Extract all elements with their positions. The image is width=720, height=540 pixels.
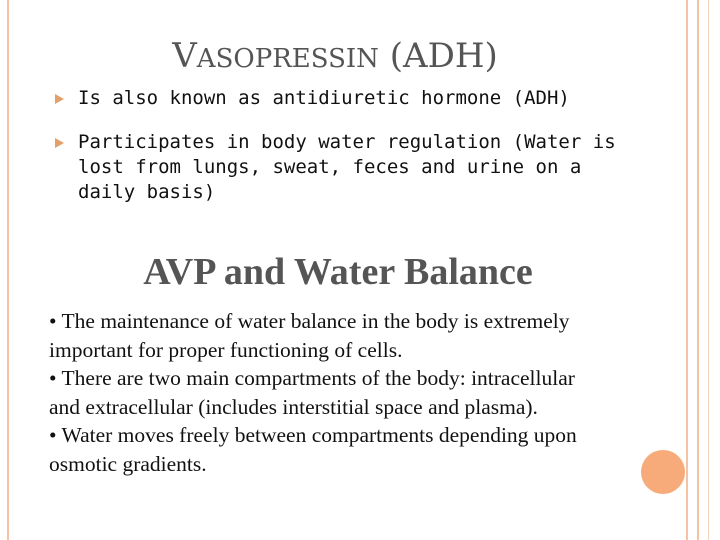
title-initial: V xyxy=(172,36,197,76)
paragraph: • Water moves freely between compartments depending upon osmotic gradients. xyxy=(49,423,577,476)
title-rest: ASOPRESSIN xyxy=(196,44,379,74)
paragraph: • There are two main compartments of the body: intracellular and extracellular (includes interstitial space and plasma). xyxy=(49,366,575,419)
title-suffix: (ADH) xyxy=(378,36,498,76)
list-item xyxy=(55,130,645,205)
bullet-list xyxy=(55,86,645,224)
decorative-circle xyxy=(641,450,685,494)
paragraph: • The maintenance of water balance in the body is extremely important for proper functioning of cells. xyxy=(49,309,570,362)
section-heading: AVP and Water Balance xyxy=(143,251,533,293)
frame-line-right xyxy=(708,0,709,540)
list-item xyxy=(55,86,645,111)
body-text xyxy=(49,307,609,478)
triangle-bullet-icon xyxy=(55,138,64,148)
bullet-text: Is also known as antidiuretic hormone (ADH) xyxy=(78,87,570,109)
frame-line-right xyxy=(697,0,699,540)
triangle-bullet-icon xyxy=(55,94,64,104)
frame-line-right xyxy=(686,0,688,540)
slide-title xyxy=(0,36,670,76)
bullet-text: Participates in body water regulation (Water is lost from lungs, sweat, feces and urine on a daily basis) xyxy=(78,131,616,203)
